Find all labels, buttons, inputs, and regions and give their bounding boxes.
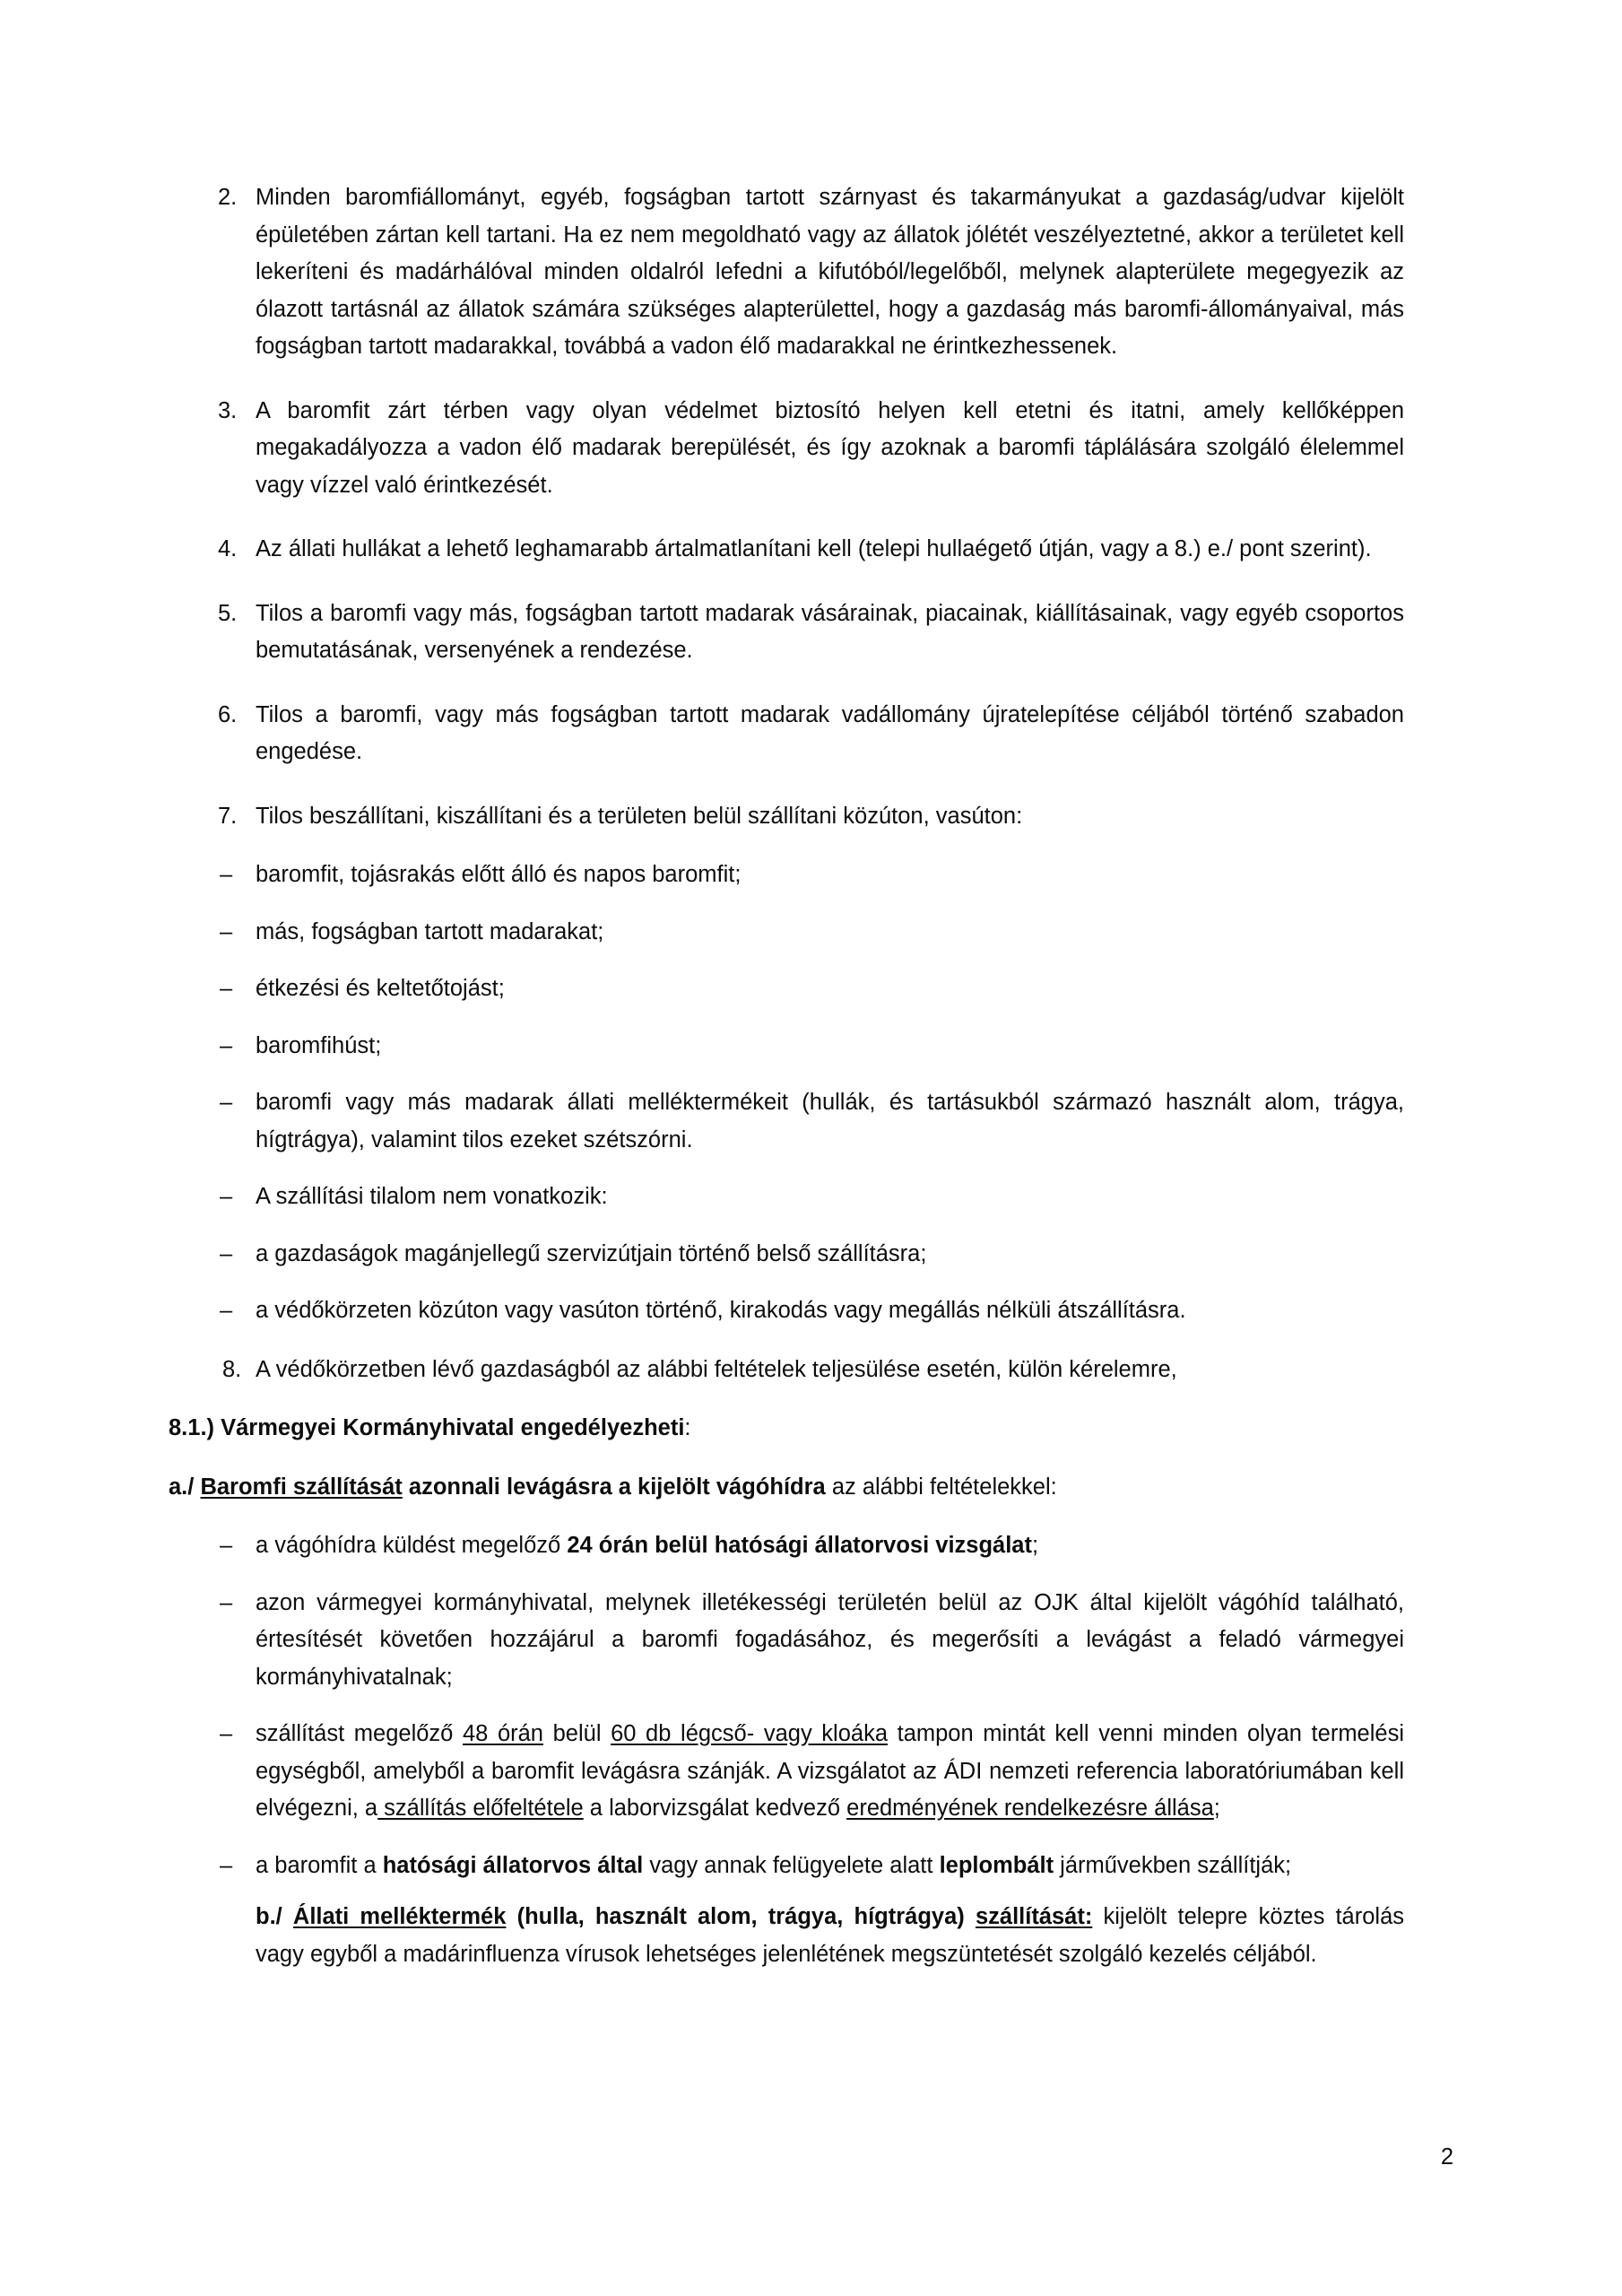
heading-a-underlined-bold: Baromfi szállítását bbox=[200, 1474, 403, 1500]
dash-marker: – bbox=[220, 1533, 233, 1558]
dash-marker: – bbox=[220, 1298, 233, 1323]
heading-a-bold: azonnali levágásra a kijelölt vágóhídra bbox=[402, 1474, 826, 1500]
page-number: 2 bbox=[1440, 2144, 1453, 2170]
sub-b-underlined-bold-2: szállítását: bbox=[975, 1904, 1093, 1929]
heading-a-plain: az alábbi feltételekkel: bbox=[825, 1474, 1057, 1500]
sub-a-dash-3-p5: ; bbox=[1213, 1796, 1220, 1821]
dash-item-3 bbox=[169, 970, 1404, 1008]
dash-marker: – bbox=[220, 862, 233, 887]
dash-marker: – bbox=[220, 1240, 233, 1266]
list-marker: 4. bbox=[218, 536, 238, 561]
list-marker: 6. bbox=[218, 701, 238, 727]
document-body bbox=[169, 179, 1404, 1993]
list-marker: 2. bbox=[218, 185, 238, 210]
list-item-5 bbox=[169, 596, 1404, 670]
sub-a-dash-4-p2: vagy annak felügyelete alatt bbox=[643, 1852, 940, 1878]
list-item-4 bbox=[169, 531, 1404, 569]
sub-a-dash-1-bold: 24 órán belül hatósági állatorvosi vizsgálat bbox=[567, 1533, 1032, 1558]
list-item-text: Tilos a baromfi vagy más, fogságban tartott madarak vásárainak, piacainak, kiállításainak, vagy egyéb csoportos bemutatásának, versenyének a rendezése. bbox=[256, 600, 1404, 663]
dash-item-2 bbox=[169, 914, 1404, 952]
list-item-text: A baromfit zárt térben vagy olyan védelmet biztosító helyen kell etetni és itatni, amely kellőképpen megakadályozza a vadon élő madarak berepülését, és így azoknak a baromfi táplálására szolgáló élelemmel vagy vízzel való érintkezését. bbox=[256, 397, 1404, 498]
sub-a-dash-3-u3: szállítás előfeltétele bbox=[377, 1796, 584, 1821]
dash-item-text: más, fogságban tartott madarakat; bbox=[256, 918, 604, 944]
sub-a-dash-3-u4: eredményének rendelkezésre állása bbox=[846, 1796, 1214, 1821]
dash-marker: – bbox=[220, 1721, 233, 1746]
dash-item-text: étkezési és keltetőtojást; bbox=[256, 976, 505, 1001]
list-item-text: Tilos a baromfi, vagy más fogságban tartott madarak vadállomány újratelepítése céljából történő szabadon engedése. bbox=[256, 701, 1404, 764]
heading-8-1-marker: 8.1.) bbox=[169, 1415, 215, 1440]
heading-a bbox=[169, 1469, 1404, 1507]
sub-a-dash-1-plain-before: a vágóhídra küldést megelőző bbox=[256, 1533, 568, 1558]
dash-marker: – bbox=[220, 1090, 233, 1115]
dash-item-6 bbox=[169, 1178, 1404, 1216]
sub-b-plain: kijelölt telepre köztes tárolás vagy egyből a madárinfluenza vírusok lehetséges jelenlétének megszüntetését szolgáló kezelés céljából. bbox=[256, 1904, 1405, 1967]
dash-item-text: baromfi vagy más madarak állati melléktermékeit (hullák, és tartásukból származó használt alom, trágya, hígtrágya), valamint tilos ezeket szétszórni. bbox=[256, 1090, 1404, 1152]
sub-b-paragraph bbox=[169, 1899, 1404, 1973]
dash-item-1 bbox=[169, 857, 1404, 894]
list-item-text: Az állati hullákat a lehető leghamarabb ártalmatlanítani kell (telepi hullaégető útján, vagy a 8.) e./ pont szerint). bbox=[256, 536, 1372, 561]
list-item-text: A védőkörzetben lévő gazdaságból az alábbi feltételek teljesülése esetén, külön kérelemre, bbox=[256, 1356, 1177, 1382]
list-marker: 3. bbox=[218, 397, 238, 423]
sub-a-dash-4-b2: leplombált bbox=[939, 1852, 1054, 1878]
sub-a-dash-4-b1: hatósági állatorvos által bbox=[382, 1852, 644, 1878]
list-item-7 bbox=[169, 798, 1404, 836]
dash-marker: – bbox=[220, 1032, 233, 1058]
dash-item-text: A szállítási tilalom nem vonatkozik: bbox=[256, 1184, 608, 1209]
sub-a-dash-1-plain-after: ; bbox=[1031, 1533, 1039, 1558]
list-marker: 5. bbox=[218, 600, 238, 626]
sub-a-dash-4 bbox=[169, 1848, 1404, 1885]
list-item-6 bbox=[169, 697, 1404, 771]
list-item-3 bbox=[169, 393, 1404, 505]
dash-marker: – bbox=[220, 1589, 233, 1615]
sub-b-marker: b./ bbox=[256, 1904, 282, 1929]
dash-item-8 bbox=[169, 1292, 1404, 1330]
heading-8-1 bbox=[169, 1410, 1404, 1448]
list-item-text: Minden baromfiállományt, egyéb, fogságban tartott szárnyast és takarmányukat a gazdaság/udvar kijelölt épületében zártan kell tartani. Ha ez nem megoldható vagy az állatok jólétét veszélyeztetné, akkor a területet kell lekeríteni és madárhálóval minden oldalról lefedni a kifutóból/legelőből, melynek alapterülete megegyezik az ólazott tartásnál az állatok számára szükséges alapterülettel, hogy a gazdaság más baromfi-állományaival, más fogságban tartott madarakkal, továbbá a vadon élő madarakkal ne érintkezhessenek. bbox=[256, 185, 1404, 359]
dash-item-text: a védőkörzeten közúton vagy vasúton történő, kirakodás vagy megállás nélküli átszállításra. bbox=[256, 1298, 1186, 1323]
sub-a-dash-4-p3: járművekben szállítják; bbox=[1054, 1852, 1292, 1878]
heading-8-1-colon: : bbox=[684, 1415, 691, 1440]
dash-item-5 bbox=[169, 1084, 1404, 1159]
sub-a-dash-3-p3: tampon mintát kell venni minden olyan termelési egységből, amelyből a baromfit levágásra szánják. A vizsgálatot az ÁDI nemzeti referencia laboratóriumában kell elvégezni, a bbox=[256, 1721, 1405, 1821]
dash-item-text: baromfit, tojásrakás előtt álló és napos baromfit; bbox=[256, 862, 742, 887]
dash-item-text: baromfihúst; bbox=[256, 1032, 382, 1058]
sub-a-dash-3 bbox=[169, 1716, 1404, 1828]
list-marker: 8. bbox=[222, 1356, 242, 1382]
sub-a-dash-2 bbox=[169, 1585, 1404, 1697]
sub-b-bold: (hulla, használt alom, trágya, hígtrágya) bbox=[506, 1904, 976, 1929]
sub-a-dash-2-text: azon vármegyei kormányhivatal, melynek illetékességi területén belül az OJK által kijelölt vágóhíd található, értesítését követően hozzájárul a baromfi fogadásához, és megerősíti a levágást a feladó vármegyei kormányhivatalnak; bbox=[256, 1589, 1404, 1690]
dash-marker: – bbox=[220, 976, 233, 1001]
list-item-2 bbox=[169, 179, 1404, 366]
heading-8-1-text: Vármegyei Kormányhivatal engedélyezheti bbox=[214, 1415, 685, 1440]
list-marker: 7. bbox=[218, 803, 238, 829]
heading-a-marker: a./ bbox=[169, 1474, 195, 1500]
dash-marker: – bbox=[220, 918, 233, 944]
list-item-text: Tilos beszállítani, kiszállítani és a területen belül szállítani közúton, vasúton: bbox=[256, 803, 1023, 829]
sub-a-dash-3-p2: belül bbox=[543, 1721, 612, 1746]
sub-a-dash-3-u2: 60 db légcső- vagy kloáka bbox=[611, 1721, 889, 1746]
sub-a-dash-3-p1: szállítást megelőző bbox=[256, 1721, 463, 1746]
sub-a-dash-3-u1: 48 órán bbox=[462, 1721, 543, 1746]
dash-item-4 bbox=[169, 1028, 1404, 1065]
sub-a-dash-4-p1: a baromfit a bbox=[256, 1852, 383, 1878]
dash-item-7 bbox=[169, 1236, 1404, 1274]
sub-a-dash-1 bbox=[169, 1527, 1404, 1565]
dash-marker: – bbox=[220, 1852, 233, 1878]
dash-marker: – bbox=[220, 1184, 233, 1209]
sub-b-underlined-bold: Állati melléktermék bbox=[292, 1904, 507, 1929]
dash-item-text: a gazdaságok magánjellegű szervizútjain történő belső szállításra; bbox=[256, 1240, 927, 1266]
list-item-8 bbox=[169, 1352, 1404, 1389]
sub-a-dash-3-p4: a laborvizsgálat kedvező bbox=[583, 1796, 847, 1821]
